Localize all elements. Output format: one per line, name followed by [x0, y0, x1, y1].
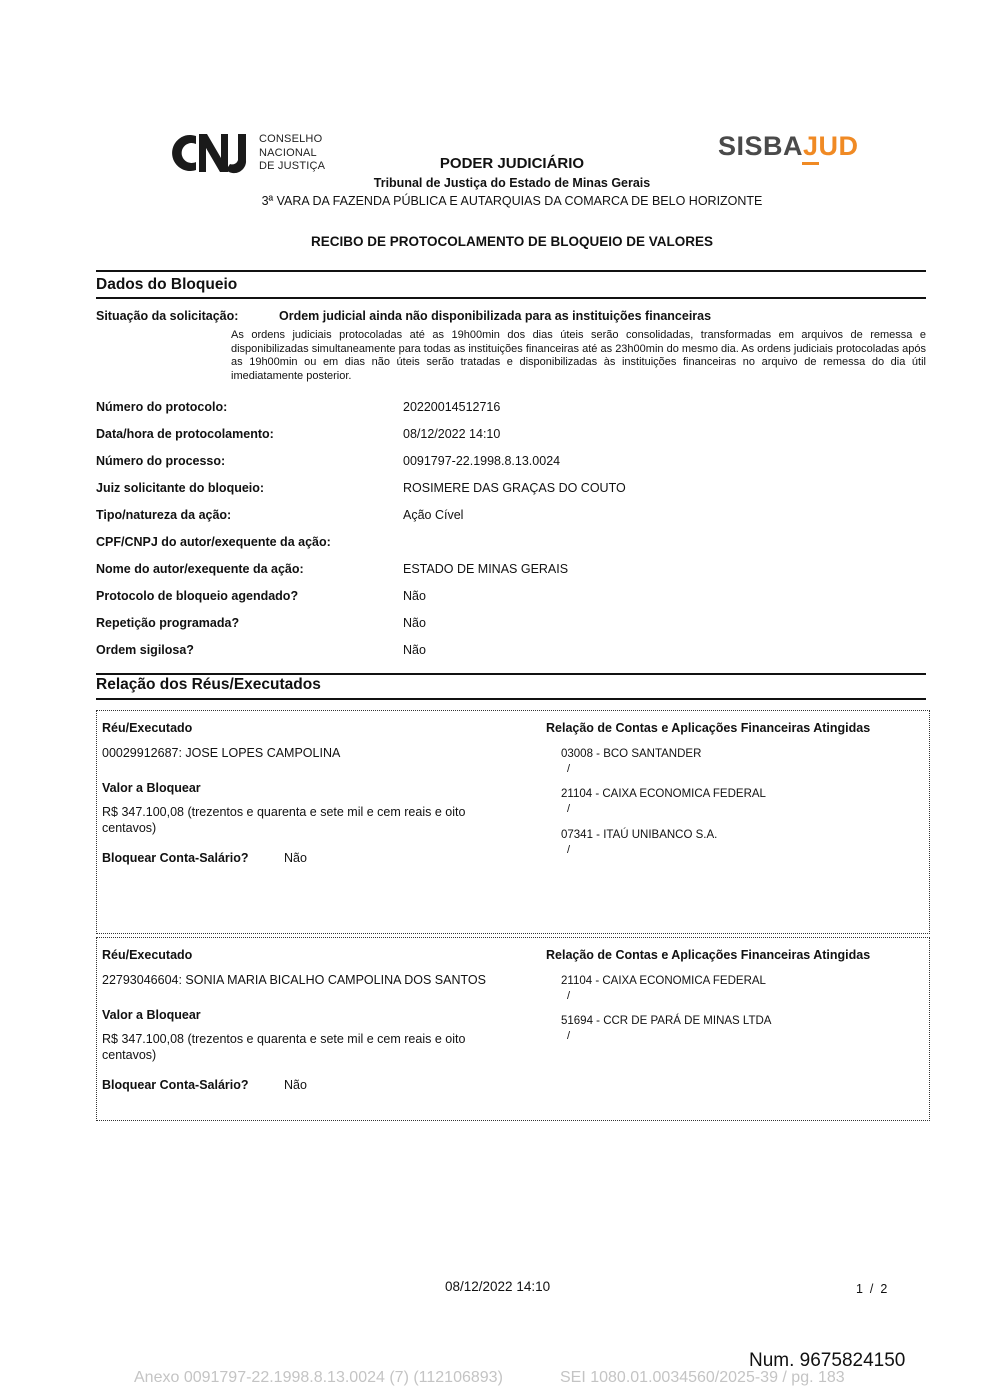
header-poder: PODER JUDICIÁRIO [439, 155, 585, 172]
field-value: ESTADO DE MINAS GERAIS [403, 562, 569, 576]
field-value: Não [403, 616, 426, 630]
header-tribunal: Tribunal de Justiça do Estado de Minas Gerais [373, 176, 651, 190]
reu-card [96, 937, 930, 1121]
reu-value: 22793046604: SONIA MARIA BICALHO CAMPOLINA DOS SANTOS [102, 973, 486, 987]
conta-salario-label: Bloquear Conta-Salário? [102, 1078, 249, 1092]
conta-item: 21104 - CAIXA ECONOMICA FEDERAL [561, 975, 766, 987]
field-label: Protocolo de bloqueio agendado? [96, 589, 299, 603]
anexo-stamp: Anexo 0091797-22.1998.8.13.0024 (7) (112106893) [134, 1369, 503, 1386]
situacao-label: Situação da solicitação: [96, 309, 239, 323]
field-label: Ordem sigilosa? [96, 643, 194, 657]
footer-date: 08/12/2022 14:10 [445, 1279, 551, 1294]
reu-card [96, 710, 930, 934]
section-divider [96, 297, 926, 299]
valor-value: R$ 347.100,08 (trezentos e quarenta e sete mil e cem reais e oito [102, 1032, 466, 1046]
situacao-value: Ordem judicial ainda não disponibilizada para as instituições financeiras [279, 309, 712, 323]
valor-value: R$ 347.100,08 (trezentos e quarenta e sete mil e cem reais e oito [102, 805, 466, 819]
valor-label: Valor a Bloquear [102, 781, 201, 795]
conta-slash: / [567, 990, 571, 1002]
sisbajud-logo-part1: SISBA [718, 131, 804, 161]
reu-value: 00029912687: JOSE LOPES CAMPOLINA [102, 746, 341, 760]
field-value: ROSIMERE DAS GRAÇAS DO COUTO [403, 481, 626, 495]
field-label: Tipo/natureza da ação: [96, 508, 232, 522]
field-label: Nome do autor/exequente da ação: [96, 562, 304, 576]
conta-slash: / [567, 844, 571, 856]
field-value: 0091797-22.1998.8.13.0024 [403, 454, 561, 468]
sisbajud-logo-part2: JUD [803, 131, 859, 161]
header-vara: 3ª VARA DA FAZENDA PÚBLICA E AUTARQUIAS DA COMARCA DE BELO HORIZONTE [261, 194, 763, 208]
conta-slash: / [567, 803, 571, 815]
section-title-relacao: Relação dos Réus/Executados [96, 676, 321, 693]
field-value: 08/12/2022 14:10 [403, 427, 501, 441]
field-label: Número do processo: [96, 454, 226, 468]
document-title: RECIBO DE PROTOCOLAMENTO DE BLOQUEIO DE VALORES [310, 234, 714, 249]
conta-slash: / [567, 1030, 571, 1042]
cnj-logo-line: CONSELHO [259, 133, 323, 145]
field-label: Juiz solicitante do bloqueio: [96, 481, 265, 495]
situacao-note: As ordens judiciais protocoladas até as 19h00min dos dias úteis serão consolidadas, transformadas em arquivos de remessa e disponibilizadas simultaneamente para todas as instituições financeiras até as 23h00min do mesmo dia. As ordens judiciais protocoladas após as 19h00min ou em dias não úteis serão tratadas e disponibilizadas às instituições financeiras no arquivo de remessa do dia útil imediatamente posterior. [231, 329, 926, 382]
field-label: CPF/CNPJ do autor/exequente da ação: [96, 535, 331, 549]
conta-salario-value: Não [284, 1078, 307, 1092]
field-value: Ação Cível [403, 508, 464, 522]
field-value: Não [403, 589, 426, 603]
conta-item: 07341 - ITAÚ UNIBANCO S.A. [561, 829, 718, 841]
field-label: Repetição programada? [96, 616, 240, 630]
field-label: Número do protocolo: [96, 400, 228, 414]
reu-label: Réu/Executado [102, 948, 193, 962]
field-label: Data/hora de protocolamento: [96, 427, 274, 441]
section-title-dados: Dados do Bloqueio [96, 276, 238, 293]
conta-salario-label: Bloquear Conta-Salário? [102, 851, 249, 865]
field-value: 20220014512716 [403, 400, 501, 414]
valor-value-cont: centavos) [102, 821, 157, 835]
valor-label: Valor a Bloquear [102, 1008, 201, 1022]
reu-label: Réu/Executado [102, 721, 193, 735]
conta-slash: / [567, 763, 571, 775]
valor-value-cont: centavos) [102, 1048, 157, 1062]
section-divider [96, 270, 926, 272]
section-divider [96, 673, 926, 675]
section-divider [96, 698, 926, 700]
cnj-logo-line: NACIONAL [259, 146, 317, 159]
page-number: 1 / 2 [856, 1282, 888, 1296]
conta-item: 21104 - CAIXA ECONOMICA FEDERAL [561, 788, 766, 800]
contas-label: Relação de Contas e Aplicações Financeiras Atingidas [546, 721, 871, 735]
document-number: Num. 9675824150 [749, 1350, 906, 1371]
cnj-logo-line: DE JUSTIÇA [259, 160, 326, 172]
conta-item: 03008 - BCO SANTANDER [561, 748, 702, 760]
conta-item: 51694 - CCR DE PARÁ DE MINAS LTDA [561, 1015, 772, 1027]
sei-stamp: SEI 1080.01.0034560/2025-39 / pg. 183 [560, 1369, 845, 1386]
contas-label: Relação de Contas e Aplicações Financeiras Atingidas [546, 948, 871, 962]
conta-salario-value: Não [284, 851, 307, 865]
field-value: Não [403, 643, 426, 657]
